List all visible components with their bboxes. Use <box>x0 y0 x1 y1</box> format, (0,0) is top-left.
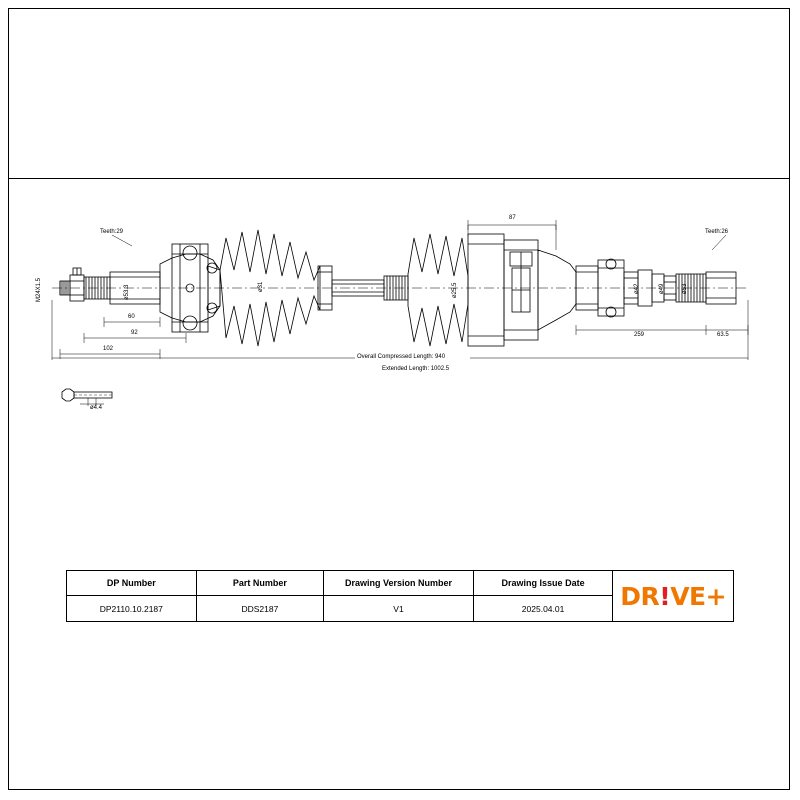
label-teeth-left: Teeth:29 <box>100 229 124 235</box>
label-dia-42: ø42 <box>634 283 640 294</box>
label-dim-102: 102 <box>103 346 114 352</box>
logo-text-part2: VE <box>670 581 706 611</box>
label-dia-53-3: ø53.3 <box>124 284 130 300</box>
brand-logo <box>613 571 733 621</box>
title-block-col-logo <box>613 571 733 621</box>
label-dia-53: ø53 <box>682 283 688 294</box>
note-extended-length: Extended Length: 1002.5 <box>382 366 450 372</box>
label-dim-259: 259 <box>634 332 645 338</box>
dp-number-value: DP2110.10.2187 <box>99 603 163 614</box>
label-dim-60: 60 <box>128 314 135 320</box>
title-block-col-drawing-version <box>324 571 474 621</box>
label-teeth-right: Teeth:26 <box>705 229 729 235</box>
logo-text-part1: DR <box>620 581 660 611</box>
drawing-version-header: Drawing Version Number <box>324 571 473 596</box>
title-block-col-issue-date <box>474 571 614 621</box>
logo-exclamation-icon: ! <box>659 581 671 611</box>
part-number-value: DDS2187 <box>241 603 279 614</box>
label-dim-63-5: 63.5 <box>717 332 729 338</box>
part-number-header: Part Number <box>197 571 324 596</box>
drawing-issue-date-value: 2025.04.01 <box>521 603 565 614</box>
label-dim-87: 87 <box>509 215 516 221</box>
label-dia-31: ø31 <box>258 281 264 292</box>
label-dia-25-5: ø25.5 <box>452 282 458 298</box>
drawing-issue-date-header: Drawing Issue Date <box>474 571 613 596</box>
drawing-version-value: V1 <box>393 603 404 614</box>
dp-number-header: DP Number <box>67 571 196 596</box>
label-dia-4-4: ø4.4 <box>90 405 103 411</box>
label-dia-49: ø49 <box>659 283 665 294</box>
note-overall-compressed: Overall Compressed Length: 940 <box>357 354 446 360</box>
title-block-col-dp-number <box>67 571 197 621</box>
label-thread-left: M24X1.5 <box>36 277 42 302</box>
label-dim-92: 92 <box>131 330 138 336</box>
title-block <box>66 570 734 622</box>
logo-plus-icon: + <box>705 581 727 611</box>
title-block-col-part-number <box>197 571 325 621</box>
